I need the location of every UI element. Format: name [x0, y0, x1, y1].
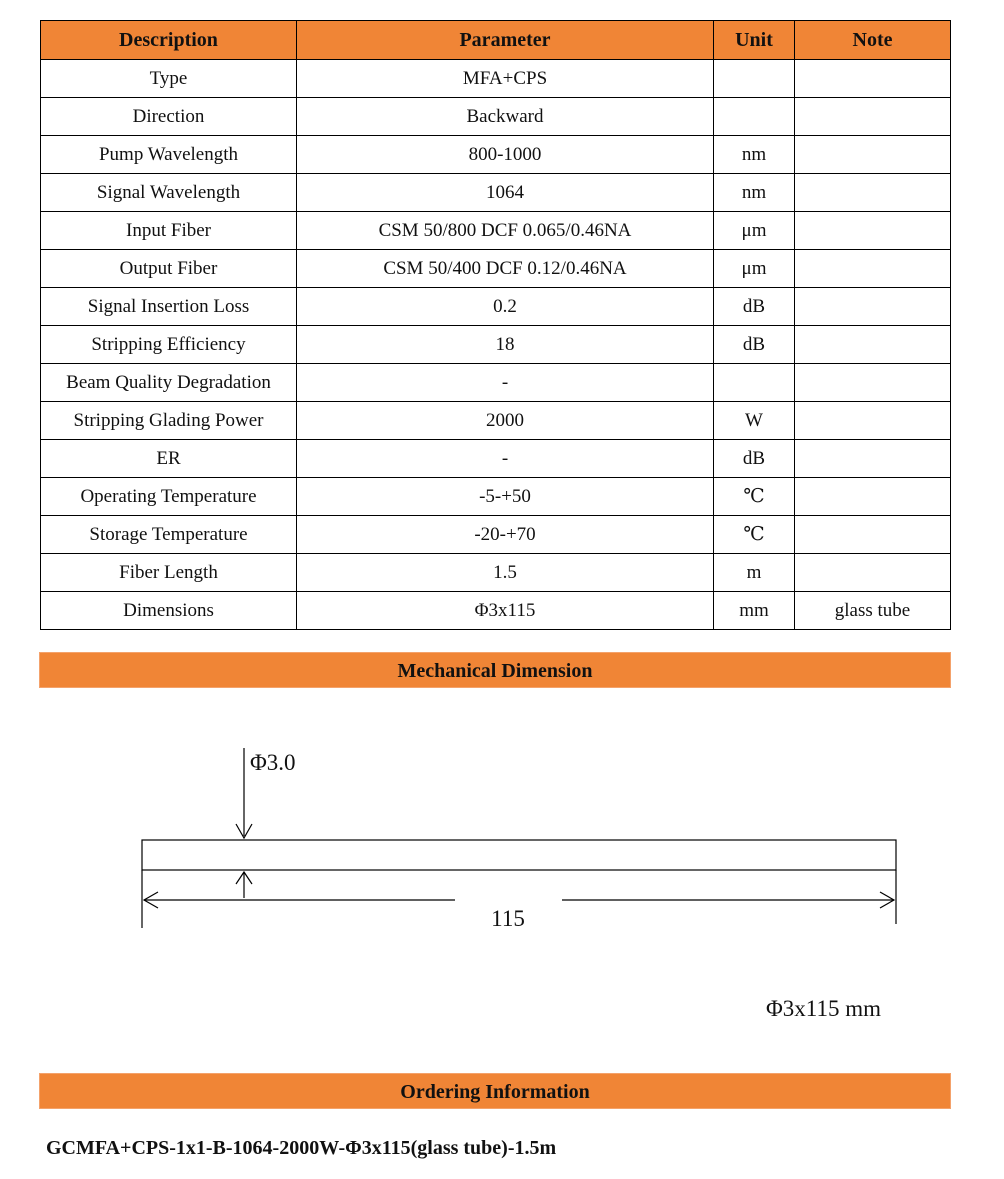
cell-description: Signal Wavelength [41, 174, 297, 212]
cell-note [795, 98, 951, 136]
cell-description: Fiber Length [41, 554, 297, 592]
table-row [41, 402, 951, 440]
table-row [41, 440, 951, 478]
cell-unit: dB [714, 288, 795, 326]
cell-unit: nm [714, 174, 795, 212]
cell-note [795, 516, 951, 554]
table-row [41, 364, 951, 402]
cell-unit: ℃ [714, 516, 795, 554]
cell-parameter: Backward [297, 98, 714, 136]
cell-unit: dB [714, 326, 795, 364]
cell-unit [714, 364, 795, 402]
table-row [41, 98, 951, 136]
cell-note [795, 212, 951, 250]
cell-description: Storage Temperature [41, 516, 297, 554]
diameter-label: Φ3.0 [250, 750, 296, 775]
table-row [41, 174, 951, 212]
cell-note [795, 478, 951, 516]
cell-description: Direction [41, 98, 297, 136]
mechanical-dimension-header: Mechanical Dimension [40, 653, 950, 687]
header-parameter: Parameter [297, 21, 714, 60]
cell-parameter: Φ3x115 [297, 592, 714, 630]
cell-note [795, 136, 951, 174]
cell-note [795, 250, 951, 288]
cell-parameter: -5-+50 [297, 478, 714, 516]
cell-note: glass tube [795, 592, 951, 630]
ordering-code: GCMFA+CPS-1x1-B-1064-2000W-Φ3x115(glass tube)-1.5m [46, 1137, 557, 1159]
table-row [41, 554, 951, 592]
cell-parameter: CSM 50/400 DCF 0.12/0.46NA [297, 250, 714, 288]
header-description: Description [41, 21, 297, 60]
dimensions-caption: Φ3x115 mm [766, 996, 881, 1021]
cell-unit: μm [714, 250, 795, 288]
cell-parameter: - [297, 440, 714, 478]
table-row [41, 60, 951, 98]
cell-description: Pump Wavelength [41, 136, 297, 174]
table-row [41, 288, 951, 326]
table-row [41, 326, 951, 364]
cell-note [795, 288, 951, 326]
table-row [41, 516, 951, 554]
cell-note [795, 326, 951, 364]
cell-note [795, 440, 951, 478]
ordering-information-header: Ordering Information [40, 1074, 950, 1108]
header-unit: Unit [714, 21, 795, 60]
cell-note [795, 174, 951, 212]
cell-description: Dimensions [41, 592, 297, 630]
cell-description: Beam Quality Degradation [41, 364, 297, 402]
cell-parameter: 0.2 [297, 288, 714, 326]
cell-description: ER [41, 440, 297, 478]
cell-description: Output Fiber [41, 250, 297, 288]
spec-table [40, 20, 951, 630]
cell-unit: μm [714, 212, 795, 250]
table-row [41, 212, 951, 250]
length-label: 115 [491, 906, 525, 931]
cell-description: Signal Insertion Loss [41, 288, 297, 326]
cell-description: Type [41, 60, 297, 98]
tube-outline [142, 840, 896, 870]
cell-unit [714, 60, 795, 98]
cell-unit: W [714, 402, 795, 440]
cell-parameter: 1.5 [297, 554, 714, 592]
table-row [41, 592, 951, 630]
table-row [41, 478, 951, 516]
cell-description: Input Fiber [41, 212, 297, 250]
cell-unit: dB [714, 440, 795, 478]
spec-table-body [41, 60, 951, 630]
header-note: Note [795, 21, 951, 60]
spec-header-row [41, 21, 951, 60]
cell-description: Stripping Efficiency [41, 326, 297, 364]
mechanical-drawing [0, 730, 1004, 950]
cell-unit: mm [714, 592, 795, 630]
cell-parameter: 2000 [297, 402, 714, 440]
cell-unit [714, 98, 795, 136]
table-row [41, 250, 951, 288]
cell-unit: ℃ [714, 478, 795, 516]
cell-note [795, 60, 951, 98]
cell-parameter: 18 [297, 326, 714, 364]
cell-unit: nm [714, 136, 795, 174]
cell-unit: m [714, 554, 795, 592]
cell-note [795, 402, 951, 440]
cell-parameter: CSM 50/800 DCF 0.065/0.46NA [297, 212, 714, 250]
table-row [41, 136, 951, 174]
cell-parameter: - [297, 364, 714, 402]
cell-note [795, 364, 951, 402]
cell-parameter: 800-1000 [297, 136, 714, 174]
cell-parameter: MFA+CPS [297, 60, 714, 98]
cell-parameter: 1064 [297, 174, 714, 212]
cell-description: Stripping Glading Power [41, 402, 297, 440]
cell-note [795, 554, 951, 592]
cell-description: Operating Temperature [41, 478, 297, 516]
cell-parameter: -20-+70 [297, 516, 714, 554]
